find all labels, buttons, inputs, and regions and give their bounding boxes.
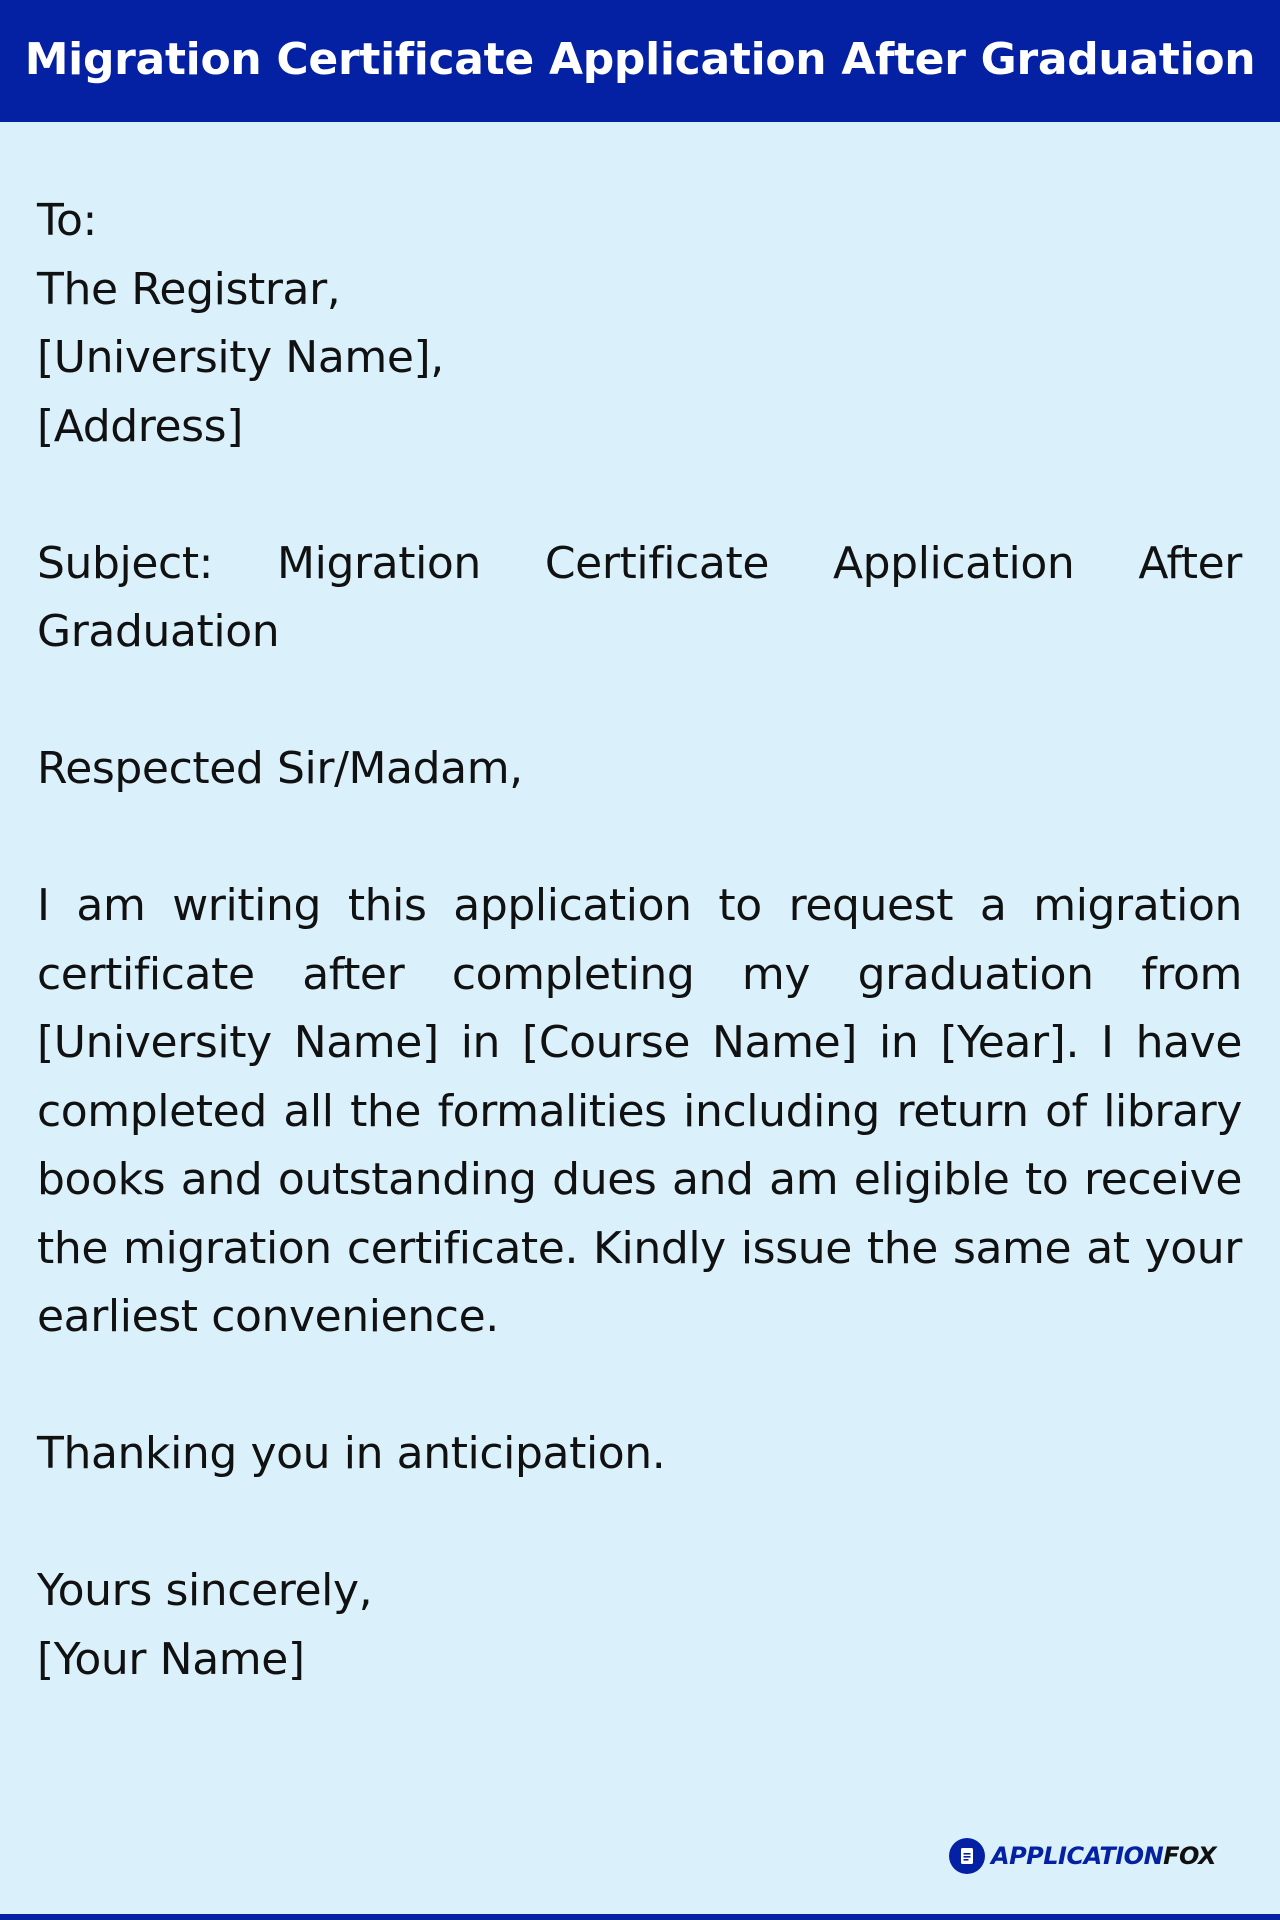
spacer bbox=[37, 461, 1242, 530]
spacer bbox=[37, 667, 1242, 736]
document-icon bbox=[949, 1838, 985, 1874]
page-title: Migration Certificate Application After Graduation bbox=[24, 33, 1256, 85]
body-paragraph: I am writing this application to request a migration certificate after completing my graduation from [University Name] in [Course Name] in [Year]. I have completed all the formalities including return of library books and outstanding dues and am eligible to receive the migration certificate. Kindly issue the same at your earliest convenience. bbox=[37, 880, 1242, 1342]
spacer bbox=[37, 804, 1242, 873]
brand-name bbox=[991, 1842, 1216, 1870]
sign-off: Yours sincerely, bbox=[37, 1565, 373, 1616]
brand-logo bbox=[949, 1838, 1216, 1874]
page-header bbox=[0, 0, 1280, 122]
subject-line: Subject: Migration Certificate Application After Graduation bbox=[37, 537, 1242, 657]
spacer bbox=[37, 1489, 1242, 1558]
signature-name: [Your Name] bbox=[37, 1633, 305, 1685]
to-label: To: bbox=[37, 195, 97, 246]
address-line: [Address] bbox=[37, 400, 243, 452]
salutation: Respected Sir/Madam, bbox=[37, 743, 523, 794]
recipient-line: The Registrar, bbox=[37, 263, 341, 315]
bottom-border bbox=[0, 1914, 1280, 1920]
brand-name-part1: APPLICATION bbox=[991, 1842, 1164, 1870]
spacer bbox=[37, 1352, 1242, 1421]
university-line: [University Name], bbox=[37, 332, 444, 383]
letter-body bbox=[37, 187, 1242, 1694]
closing-line: Thanking you in anticipation. bbox=[37, 1428, 666, 1479]
brand-name-part2: FOX bbox=[1163, 1842, 1217, 1870]
